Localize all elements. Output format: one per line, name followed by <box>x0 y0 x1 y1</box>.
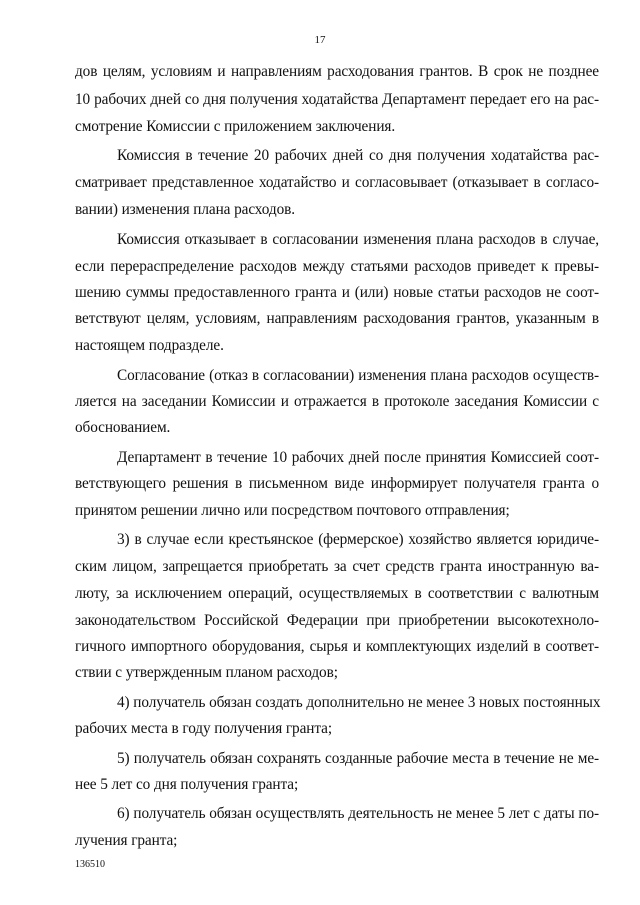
text-line: 3) в случае если крестьянское (фермерское) хозяйство является юридиче- <box>117 531 599 548</box>
text-line: ветствующего решения в письменном виде информирует получателя гранта о <box>75 475 599 492</box>
text-line: сматривает представленное ходатайство и согласовывает (отказывает в согласо- <box>75 174 599 191</box>
text-line: рабочих места в году получения гранта; <box>75 720 332 737</box>
text-line: смотрение Комиссии с приложением заключения. <box>75 118 396 135</box>
text-line: дов целям, условиям и направлениям расходования грантов. В срок не позднее <box>75 63 599 80</box>
text-line: Комиссия отказывает в согласовании изменения плана расходов в случае, <box>117 231 599 248</box>
text-line: ветствуют целям, условиям, направлениям расходования грантов, указанным в <box>75 310 599 327</box>
text-line: ским лицом, запрещается приобретать за счет средств гранта иностранную ва- <box>75 558 599 575</box>
text-line: нее 5 лет со дня получения гранта; <box>75 776 299 793</box>
text-line: обоснованием. <box>75 419 171 436</box>
text-line: 4) получатель обязан создать дополнительно не менее 3 новых постоянных <box>117 694 601 711</box>
text-line: принятом решении лично или посредством почтового отправления; <box>75 502 510 519</box>
text-line: шению суммы предоставленного гранта и (или) новые статьи расходов не соот- <box>75 284 599 301</box>
text-line: люту, за исключением операций, осуществляемых в соответствии с валютным <box>75 585 599 602</box>
text-line: лучения гранта; <box>75 832 178 849</box>
text-line: Департамент в течение 10 рабочих дней после принятия Комиссией соот- <box>117 449 599 466</box>
text-line: 10 рабочих дней со дня получения ходатайства Департамент передает его на рас- <box>75 91 599 108</box>
text-line: законодательством Российской Федерации при приобретении высокотехноло- <box>75 612 599 629</box>
text-line: если перераспределение расходов между статьями расходов приведет к превы- <box>75 258 599 275</box>
page-number: 17 <box>314 34 326 46</box>
text-line: настоящем подразделе. <box>75 337 224 354</box>
text-line: ствии с утвержденным планом расходов; <box>75 664 338 681</box>
text-line: вании) изменения плана расходов. <box>75 201 295 218</box>
text-line: гичного импортного оборудования, сырья и комплектующих изделий в соответ- <box>75 638 599 655</box>
text-line: Согласование (отказ в согласовании) изменения плана расходов осуществ- <box>117 367 599 384</box>
text-line: 6) получатель обязан осуществлять деятельность не менее 5 лет с даты по- <box>117 805 599 822</box>
document-code: 136510 <box>75 859 105 870</box>
text-line: Комиссия в течение 20 рабочих дней со дня получения ходатайства рас- <box>117 147 599 164</box>
text-line: 5) получатель обязан сохранять созданные рабочие места в течение не ме- <box>117 750 599 767</box>
text-line: ляется на заседании Комиссии и отражается в протоколе заседания Комиссии с <box>75 393 599 410</box>
